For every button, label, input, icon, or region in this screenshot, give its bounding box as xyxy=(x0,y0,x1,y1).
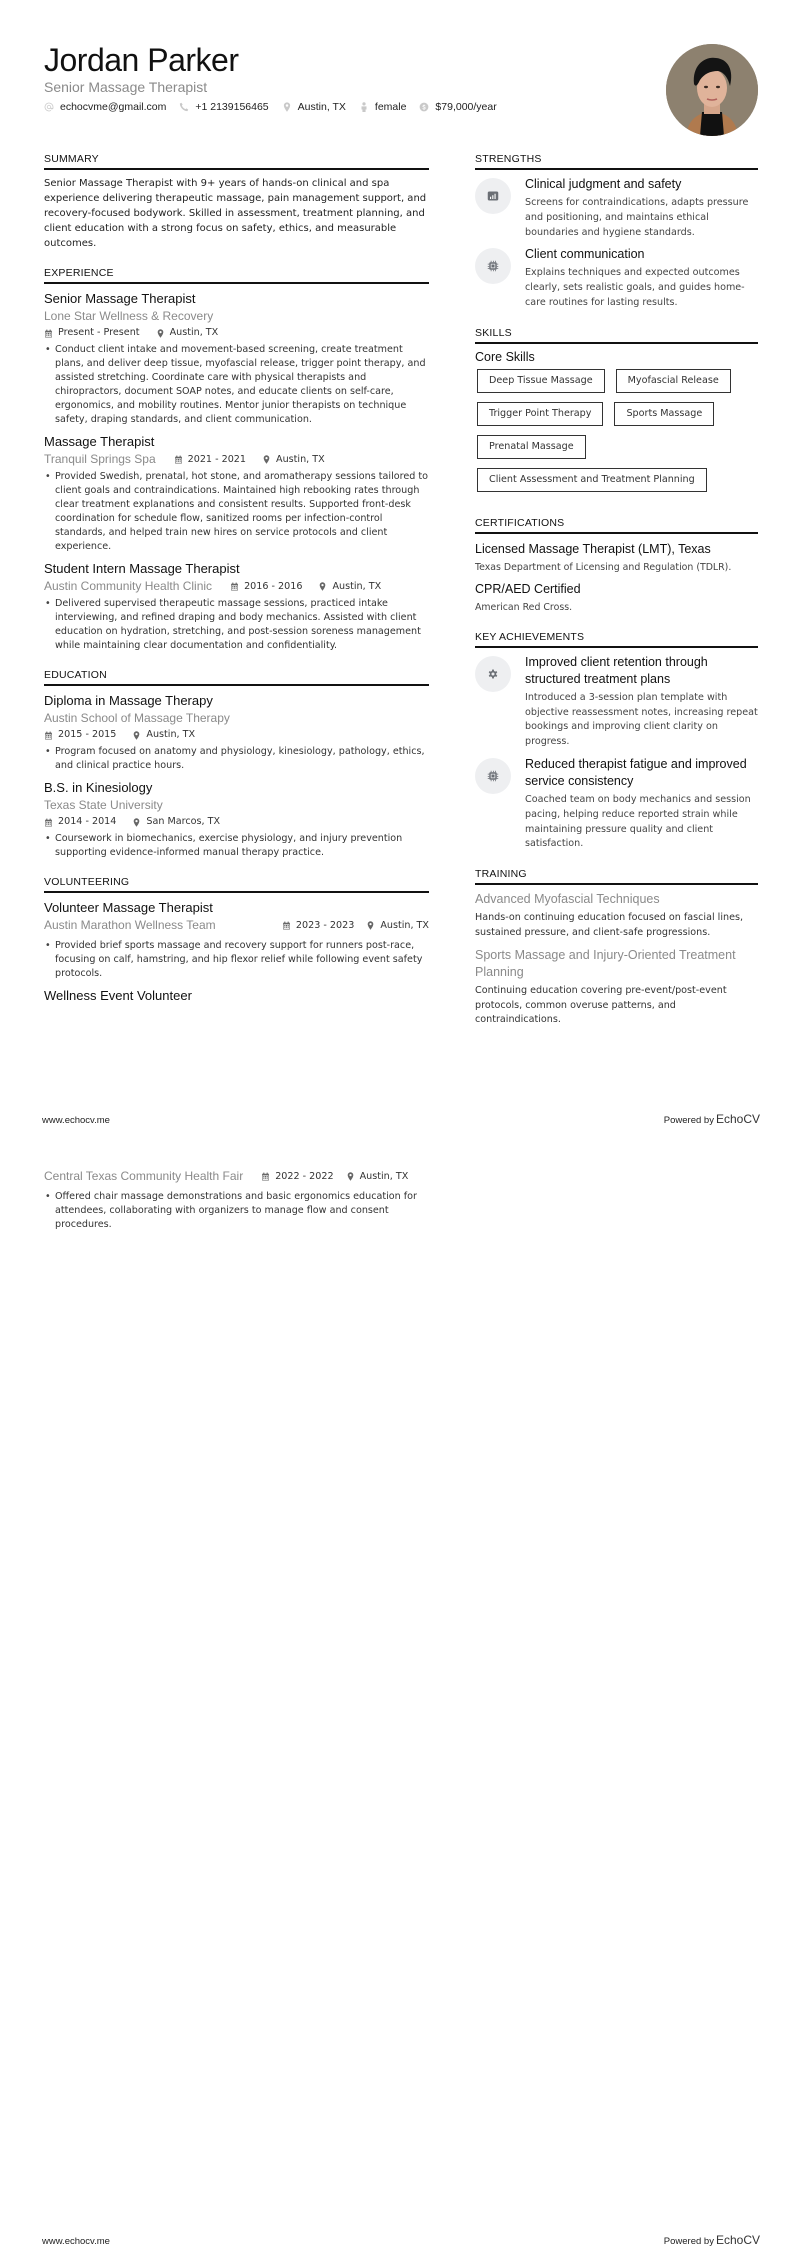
achievement-desc: Coached team on body mechanics and session pacing, helping reduce reported strain while maintaining pressure quality and client satisfaction. xyxy=(525,793,751,850)
cert-name: Licensed Massage Therapist (LMT), Texas xyxy=(475,541,711,556)
education-bullet: • Program focused on anatomy and physiology, kinesiology, pathology, ethics, and clinical practice hours. xyxy=(44,745,429,773)
skill-tag: Client Assessment and Treatment Planning xyxy=(477,468,707,492)
certifications-section xyxy=(475,517,758,615)
company-name: Lone Star Wellness & Recovery xyxy=(44,309,214,323)
job-dates: Present - Present xyxy=(58,327,140,338)
volunteering-entry-continued xyxy=(44,1168,429,1232)
skill-tag: Myofascial Release xyxy=(616,369,731,393)
volunteer-role: Wellness Event Volunteer xyxy=(44,988,192,1003)
location-pin-icon xyxy=(346,1172,355,1181)
volunteer-meta xyxy=(261,1169,424,1185)
skill-tag: Deep Tissue Massage xyxy=(477,369,605,393)
volunteer-dates: 2022 - 2022 xyxy=(275,1170,334,1182)
training-title: Advanced Myofascial Techniques xyxy=(475,892,660,907)
degree-name: B.S. in Kinesiology xyxy=(44,780,153,795)
company-name: Tranquil Springs Spa xyxy=(44,452,156,466)
experience-entry xyxy=(44,290,429,427)
calendar-icon xyxy=(282,921,291,930)
experience-heading: EXPERIENCE xyxy=(44,267,429,284)
left-column xyxy=(44,153,429,1021)
volunteering-entry xyxy=(44,899,429,981)
achievement-desc: Introduced a 3-session plan template with objective reassessment notes, increasing repeat bookings and improving client clarity on progress. xyxy=(525,691,758,748)
achievement-item xyxy=(475,756,758,852)
training-desc: Continuing education covering pre-event/post-event protocols, common overuse patterns, and contraindications. xyxy=(475,984,727,1026)
skills-section xyxy=(475,327,758,501)
footer-powered-by[interactable] xyxy=(664,2233,760,2247)
cert-issuer: Texas Department of Licensing and Regulation (TDLR). xyxy=(475,561,732,573)
education-entry xyxy=(44,692,429,773)
right-column xyxy=(475,153,758,1044)
contact-gender-value: female xyxy=(374,101,407,113)
strength-title: Client communication xyxy=(525,247,645,262)
job-location: Austin, TX xyxy=(276,453,325,465)
location-pin-icon xyxy=(132,731,141,740)
education-dates: 2014 - 2014 xyxy=(58,816,117,827)
calendar-icon xyxy=(174,455,183,464)
volunteer-dates: 2023 - 2023 xyxy=(295,919,355,931)
job-bullet: • Conduct client intake and movement-based screening, create treatment plans, and deliver deep tissue, myofascial release, trigger point therapy, and assisted stretching. Coordinate care with physical therapists and chiropractors, document SOAP notes, and educate clients on self-care, ergonomics, and mobility routines. Mentor junior therapists on technique safety, draping standards, and client communication. xyxy=(44,343,429,427)
strengths-heading: STRENGTHS xyxy=(475,153,758,170)
candidate-headline: Senior Massage Therapist xyxy=(44,79,208,95)
summary-section xyxy=(44,153,429,251)
contact-salary-value: $79,000/year xyxy=(435,101,497,113)
cert-issuer: American Red Cross. xyxy=(475,601,573,613)
job-title: Massage Therapist xyxy=(44,434,155,449)
strength-item xyxy=(475,246,758,310)
job-dates: 2016 - 2016 xyxy=(244,580,303,592)
contact-location xyxy=(282,101,346,113)
contact-salary xyxy=(419,101,496,113)
training-title: Sports Massage and Injury-Oriented Treatment Planning xyxy=(475,947,736,979)
summary-text: Senior Massage Therapist with 9+ years of hands-on clinical and spa experience delivering therapeutic massage, pain management support, and recovery-focused bodywork. Skilled in assessment, treatment planning, and client education with a strong focus on safety, ethics, and measurable outcomes. xyxy=(44,178,427,249)
volunteering-heading: VOLUNTEERING xyxy=(44,876,429,893)
left-column-continued xyxy=(44,1168,429,1238)
brand-name: EchoCV xyxy=(715,2233,760,2247)
contact-email[interactable] xyxy=(44,101,166,113)
job-meta xyxy=(44,325,429,341)
strength-title: Clinical judgment and safety xyxy=(525,177,682,191)
location-pin-icon xyxy=(262,455,271,464)
calendar-icon xyxy=(261,1172,270,1181)
summary-heading: SUMMARY xyxy=(44,153,429,170)
volunteering-section xyxy=(44,876,429,1005)
location-pin-icon xyxy=(156,329,165,338)
location-pin-icon xyxy=(318,582,327,591)
phone-icon xyxy=(179,102,189,112)
calendar-icon xyxy=(44,818,53,827)
person-icon xyxy=(359,102,369,112)
job-meta xyxy=(230,579,381,595)
school-name: Texas State University xyxy=(44,798,163,812)
chip-icon xyxy=(475,758,511,794)
powered-by-label: Powered by xyxy=(663,2236,714,2247)
volunteer-meta xyxy=(282,918,429,934)
achievement-title: Improved client retention through structured treatment plans xyxy=(525,654,708,686)
job-title: Senior Massage Therapist xyxy=(44,291,196,306)
chip-icon xyxy=(475,248,511,284)
school-name: Austin School of Massage Therapy xyxy=(44,711,230,725)
education-location: San Marcos, TX xyxy=(146,816,221,827)
money-icon xyxy=(419,102,429,112)
degree-name: Diploma in Massage Therapy xyxy=(44,693,213,708)
job-bullet: • Provided Swedish, prenatal, hot stone, and aromatherapy sessions tailored to client goals and contraindications. Maintained high rebooking rates through clear treatment explanations and consistent results. Supported front-desk coordination for schedule flow, sanitized rooms per infection-control standards, and helped train new hires on service protocols and client experience. xyxy=(44,470,429,554)
candidate-name: Jordan Parker xyxy=(44,42,239,78)
company-name: Austin Community Health Clinic xyxy=(44,579,213,593)
volunteer-role: Volunteer Massage Therapist xyxy=(44,900,213,915)
skill-group-title: Core Skills xyxy=(475,349,535,364)
education-meta xyxy=(44,727,429,743)
profile-photo xyxy=(666,44,758,136)
volunteer-org: Austin Marathon Wellness Team xyxy=(44,918,216,932)
skill-tag: Trigger Point Therapy xyxy=(477,402,603,426)
contact-location-value: Austin, TX xyxy=(297,101,346,113)
job-meta xyxy=(174,452,341,468)
job-location: Austin, TX xyxy=(332,580,382,592)
education-location: Austin, TX xyxy=(146,729,196,740)
experience-section xyxy=(44,267,429,653)
volunteering-entry-title-only xyxy=(44,987,429,1005)
experience-entry xyxy=(44,433,429,554)
strength-desc: Explains techniques and expected outcomes clearly, sets realistic goals, and guides home-care routines for lasting results. xyxy=(525,267,745,308)
achievements-section xyxy=(475,631,758,852)
at-icon xyxy=(44,102,54,112)
achievement-item xyxy=(475,654,758,750)
volunteer-bullet: • Provided brief sports massage and recovery support for runners post-race, focusing on calf, hamstring, and hip flexor relief while following event safety protocols. xyxy=(44,939,429,981)
training-section xyxy=(475,868,758,1028)
education-meta xyxy=(44,814,429,830)
training-desc: Hands-on continuing education focused on fascial lines, sustained pressure, and client-safe progressions. xyxy=(475,912,744,938)
skills-heading: SKILLS xyxy=(475,327,758,344)
resume-page-2 xyxy=(0,1123,794,2246)
location-pin-icon xyxy=(282,102,292,112)
powered-by-label: Powered by xyxy=(663,1115,714,1126)
calendar-icon xyxy=(230,582,239,591)
volunteer-bullet: • Offered chair massage demonstrations and basic ergonomics education for attendees, collaborating with organizers to manage flow and consent procedures. xyxy=(44,1190,424,1232)
education-dates: 2015 - 2015 xyxy=(58,729,117,740)
achievements-heading: KEY ACHIEVEMENTS xyxy=(475,631,758,648)
gear-icon xyxy=(475,656,511,692)
calendar-icon xyxy=(44,731,53,740)
job-title: Student Intern Massage Therapist xyxy=(44,561,240,576)
skill-tags xyxy=(475,369,758,501)
job-dates: 2021 - 2021 xyxy=(187,453,247,465)
brand-name: EchoCV xyxy=(715,1112,760,1126)
volunteer-location: Austin, TX xyxy=(380,919,429,931)
education-heading: EDUCATION xyxy=(44,669,429,686)
volunteer-org: Central Texas Community Health Fair xyxy=(44,1169,244,1183)
skill-tag: Sports Massage xyxy=(614,402,714,426)
contact-phone[interactable] xyxy=(179,101,268,113)
education-section xyxy=(44,669,429,860)
strength-desc: Screens for contraindications, adapts pressure and positioning, and maintains ethical boundaries and hygiene standards. xyxy=(525,197,749,238)
experience-entry xyxy=(44,560,429,653)
skill-tag: Prenatal Massage xyxy=(477,435,586,459)
location-pin-icon xyxy=(366,921,375,930)
certifications-heading: CERTIFICATIONS xyxy=(475,517,758,534)
footer-site-link[interactable]: www.echocv.me xyxy=(42,1115,110,1126)
volunteer-location: Austin, TX xyxy=(359,1170,409,1182)
calendar-icon xyxy=(44,329,53,338)
footer-site-link[interactable]: www.echocv.me xyxy=(42,2236,110,2247)
training-heading: TRAINING xyxy=(475,868,758,885)
location-pin-icon xyxy=(132,818,141,827)
contact-gender xyxy=(359,101,407,113)
achievement-title: Reduced therapist fatigue and improved service consistency xyxy=(525,756,747,788)
cert-name: CPR/AED Certified xyxy=(475,581,581,596)
bar-chart-icon xyxy=(475,178,511,214)
strength-item xyxy=(475,176,758,240)
education-entry xyxy=(44,779,429,860)
contact-phone-value: +1 2139156465 xyxy=(195,101,269,113)
contact-bar xyxy=(44,101,510,113)
contact-email-value: echocvme@gmail.com xyxy=(60,101,167,113)
job-location: Austin, TX xyxy=(169,327,219,338)
education-bullet: • Coursework in biomechanics, exercise physiology, and injury prevention supporting evidence-informed manual therapy practice. xyxy=(44,832,429,860)
strengths-section xyxy=(475,153,758,311)
job-bullet: • Delivered supervised therapeutic massage sessions, practiced intake interviewing, and refined draping and body mechanics. Assisted with client education on hydration, stretching, and post-session soreness management while maintaining clear documentation and confidentiality. xyxy=(44,597,429,653)
